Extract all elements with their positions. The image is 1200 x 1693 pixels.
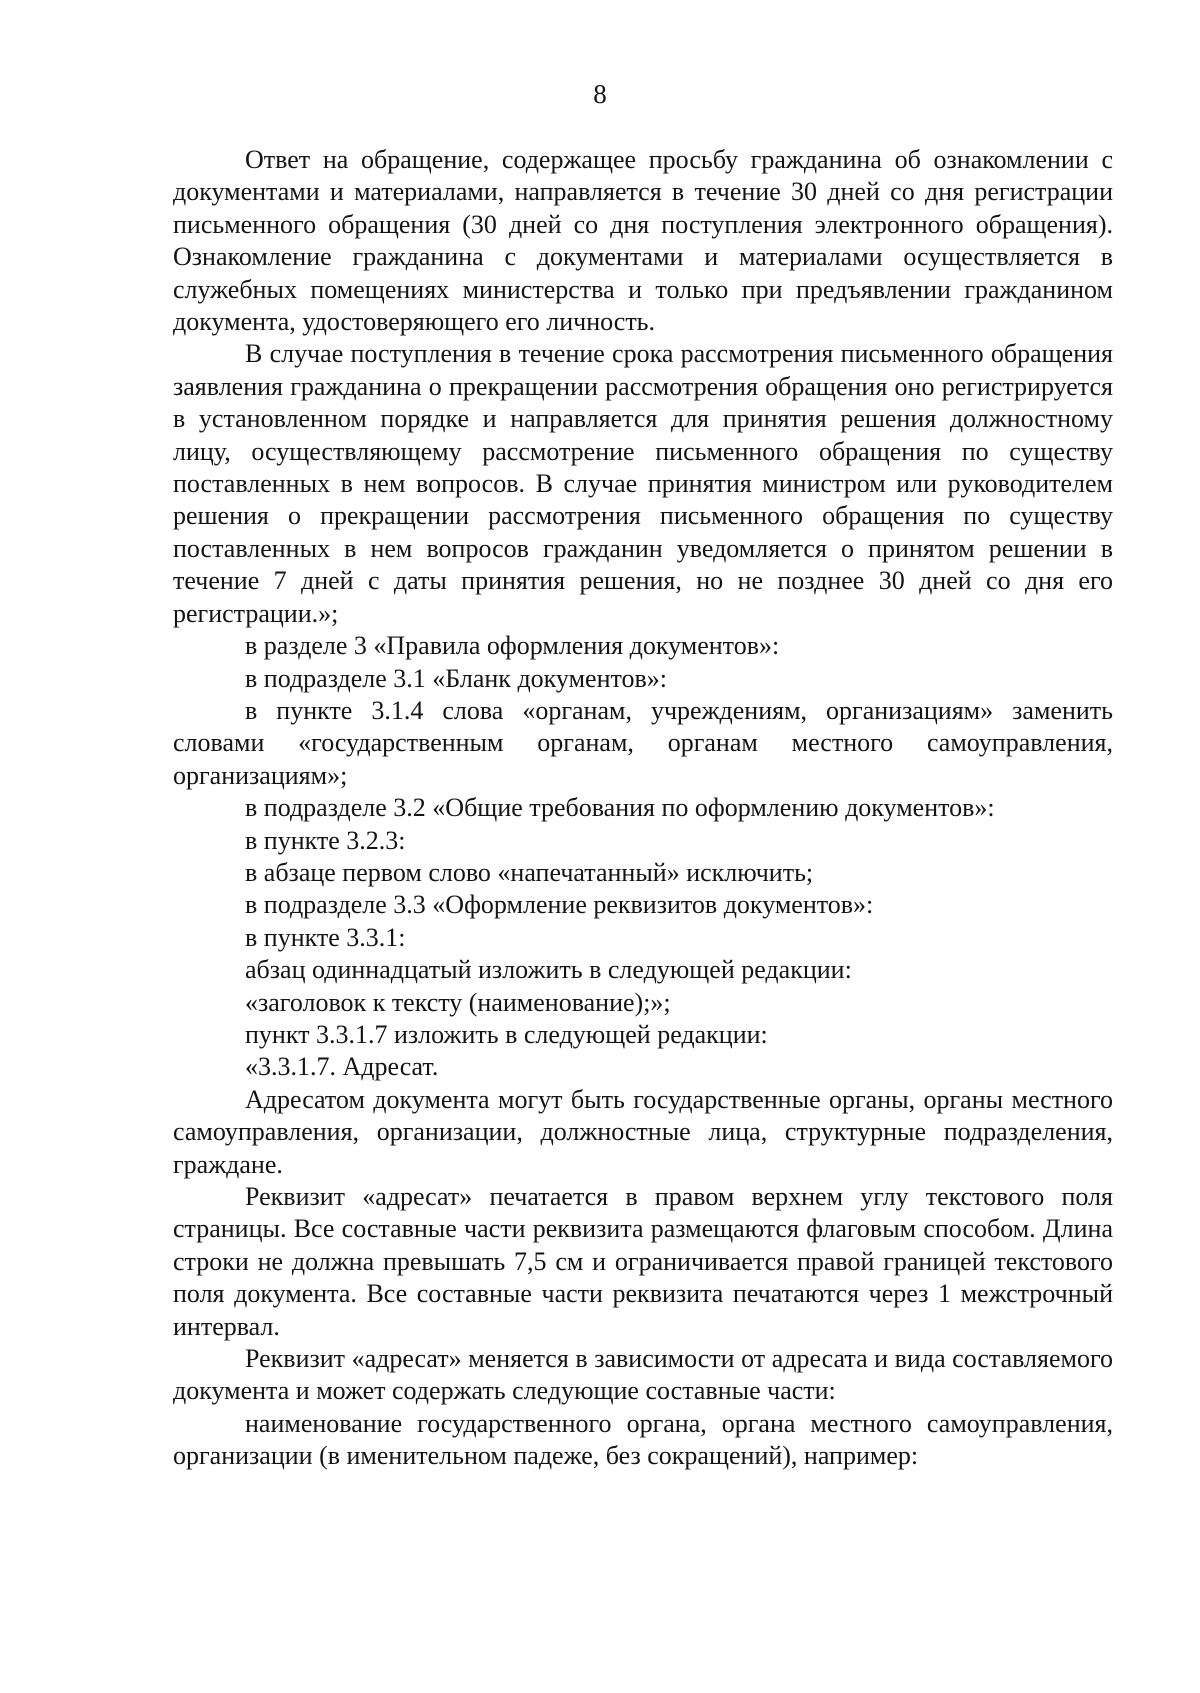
paragraph-addressee-definition: Адресатом документа могут быть государственные органы, органы местного самоуправления, организации, должностные лица, структурные подразделения, граждане. [173,1084,1113,1179]
paragraph-item-3-1-4: в пункте 3.1.4 слова «органам, учреждениям, организациям» заменить словами «государственным органам, органам местного самоуправления, организациям»; [173,695,1113,790]
paragraph-item-3-2-3: в пункте 3.2.3: [245,825,406,855]
paragraph-item-3-3-1: в пункте 3.3.1: [245,922,406,952]
page-number: 8 [593,79,607,109]
paragraph-subsection-3-3: в подразделе 3.3 «Оформление реквизитов документов»: [245,890,874,920]
paragraph-eleventh-clause: абзац одиннадцатый изложить в следующей редакции: [245,955,852,985]
paragraph-subsection-3-2: в подразделе 3.2 «Общие требования по оформлению документов»: [245,793,995,823]
paragraph-first-clause: в абзаце первом слово «напечатанный» исключить; [245,857,814,887]
paragraph-addressee-variation: Реквизит «адресат» меняется в зависимости от адресата и вида составляемого документа и может содержать следующие составные части: [173,1344,1113,1406]
paragraph-reply-to-request: Ответ на обращение, содержащее просьбу гражданина об ознакомлении с документами и материалами, направляется в течение 30 дней со дня регистрации письменного обращения (30 дней со дня поступления электронного обращения). Ознакомление гражданина с документами и материалами осуществляется в служебных помещениях министерства и только при предъявлении гражданином документа, удостоверяющего его личность. [173,145,1113,337]
paragraph-item-3-3-1-7: пункт 3.3.1.7 изложить в следующей редакции: [245,1019,768,1049]
paragraph-heading-quote: «заголовок к тексту (наименование);»; [245,987,671,1017]
document-body [173,144,1113,1473]
paragraph-addressee-placement: Реквизит «адресат» печатается в правом верхнем углу текстового поля страницы. Все составные части реквизита размещаются флаговым способом. Длина строки не должна превышать 7,5 см и ограничивается правой границей текстового поля документа. Все составные части реквизита печатаются через 1 межстрочный интервал. [173,1182,1113,1341]
paragraph-organization-name: наименование государственного органа, органа местного самоуправления, организации (в именительном падеже, без сокращений), например: [173,1408,1113,1471]
paragraph-addressee-heading: «3.3.1.7. Адресат. [245,1052,439,1082]
paragraph-subsection-3-1: в подразделе 3.1 «Бланк документов»: [245,663,668,693]
paragraph-termination-of-review: В случае поступления в течение срока рассмотрения письменного обращения заявления гражданина о прекращении рассмотрения обращения оно регистрируется в установленном порядке и направляется для принятия решения должностному лицу, осуществляющему рассмотрение письменного обращения по существу поставленных в нем вопросов. В случае принятия министром или руководителем решения о прекращении рассмотрения письменного обращения по существу поставленных в нем вопросов гражданин уведомляется о принятом решении в течение 7 дней с даты принятия решения, но не позднее 30 дней со дня его регистрации.»; [173,339,1113,628]
paragraph-section-3: в разделе 3 «Правила оформления документов»: [245,631,780,661]
